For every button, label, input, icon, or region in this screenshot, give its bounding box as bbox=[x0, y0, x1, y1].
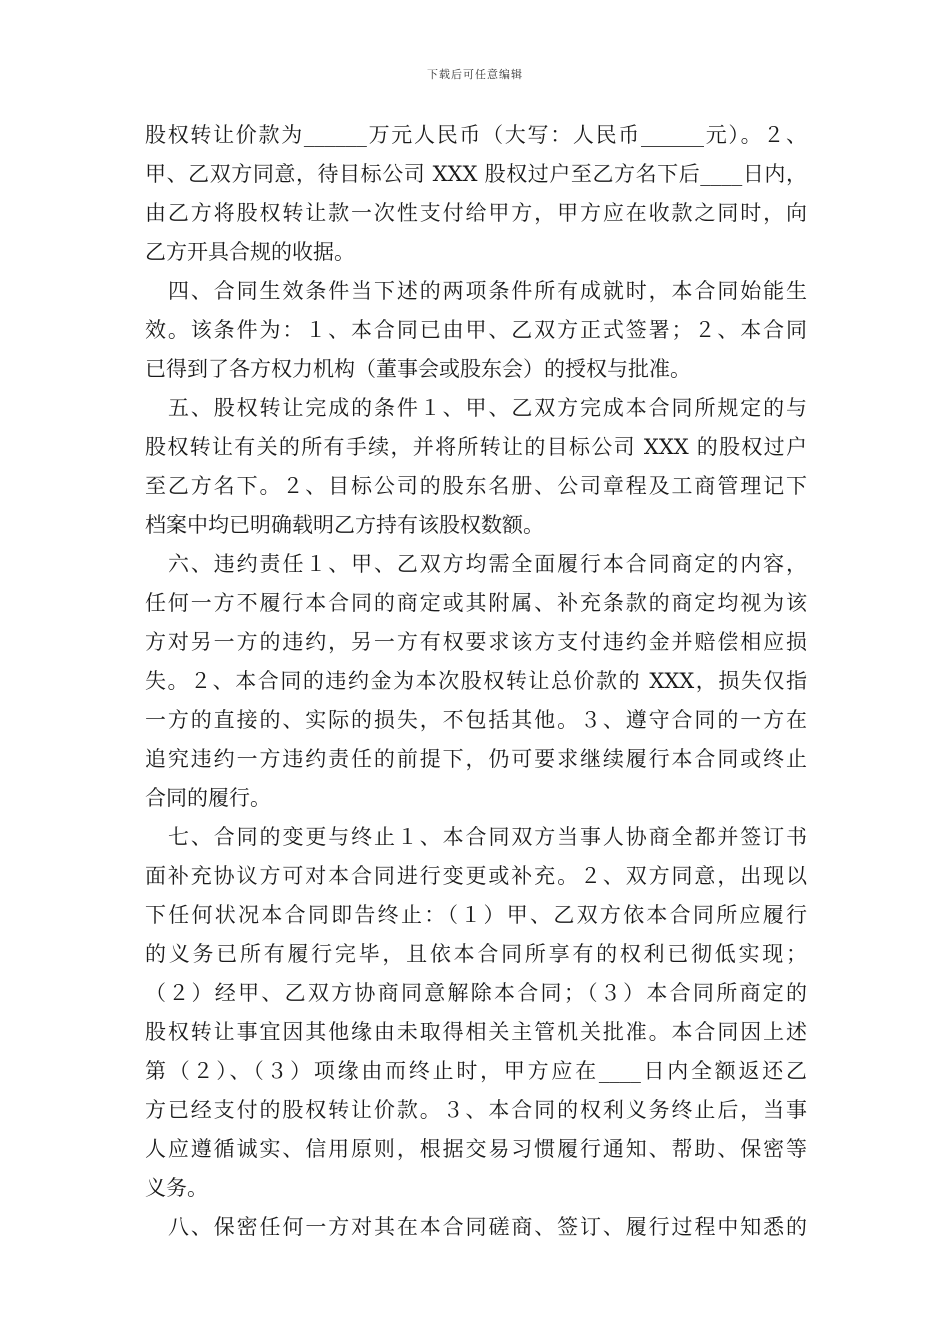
document-text-line: 的义务已所有履行完毕，且依本合同所享有的权利已彻低实现； bbox=[145, 942, 807, 966]
document-text-line: 面补充协议方可对本合同进行变更或补充。２、双方同意，出现以 bbox=[145, 864, 807, 888]
document-text-line: 效。该条件为：１、本合同已由甲、乙双方正式签署；２、本合同 bbox=[145, 318, 807, 342]
document-text-line: 追究违约一方违约责任的前提下，仍可要求继续履行本合同或终止 bbox=[145, 747, 807, 771]
document-text-line: 任何一方不履行本合同的商定或其附属、补充条款的商定均视为该 bbox=[145, 591, 807, 615]
document-text-line: 合同的履行。 bbox=[145, 786, 271, 810]
document-text-line: 已得到了各方权力机构（董事会或股东会）的授权与批准。 bbox=[145, 357, 691, 381]
page-header-note: 下载后可任意编辑 bbox=[427, 68, 523, 81]
document-text-line: 档案中均已明确载明乙方持有该股权数额。 bbox=[145, 513, 544, 537]
document-text-line: 五、股权转让完成的条件１、甲、乙双方完成本合同所规定的与 bbox=[168, 396, 807, 420]
document-text-line: 股权转让有关的所有手续，并将所转让的目标公司 XXX 的股权过户 bbox=[145, 435, 807, 459]
document-text-line: 七、合同的变更与终止１、本合同双方当事人协商全都并签订书 bbox=[168, 825, 807, 849]
document-text-line: 失。２、本合同的违约金为本次股权转让总价款的 XXX，损失仅指 bbox=[145, 669, 807, 693]
document-text-line: 一方的直接的、实际的损失，不包括其他。３、遵守合同的一方在 bbox=[145, 708, 807, 732]
document-text-line: 甲、乙双方同意，待目标公司 XXX 股权过户至乙方名下后____日内， bbox=[145, 162, 807, 186]
document-body bbox=[145, 116, 807, 1247]
document-text-line: 人应遵循诚实、信用原则，根据交易习惯履行通知、帮助、保密等 bbox=[145, 1137, 807, 1161]
document-text-line: 下任何状况本合同即告终止：（１）甲、乙双方依本合同所应履行 bbox=[145, 903, 807, 927]
document-text-line: 方对另一方的违约，另一方有权要求该方支付违约金并赔偿相应损 bbox=[145, 630, 807, 654]
document-text-line: 股权转让事宜因其他缘由未取得相关主管机关批准。本合同因上述 bbox=[145, 1020, 807, 1044]
document-text-line: 股权转让价款为______万元人民币（大写：人民币______元）。２、 bbox=[145, 123, 807, 147]
document-text-line: 六、违约责任１、甲、乙双方均需全面履行本合同商定的内容， bbox=[168, 552, 807, 576]
document-text-line: 方已经支付的股权转让价款。３、本合同的权利义务终止后，当事 bbox=[145, 1098, 807, 1122]
document-text-line: 至乙方名下。２、目标公司的股东名册、公司章程及工商管理记下 bbox=[145, 474, 807, 498]
document-text-line: 由乙方将股权转让款一次性支付给甲方，甲方应在收款之同时，向 bbox=[145, 201, 807, 225]
document-text-line: 八、保密任何一方对其在本合同磋商、签订、履行过程中知悉的 bbox=[168, 1215, 807, 1239]
document-text-line: 义务。 bbox=[145, 1176, 208, 1200]
document-text-line: 四、合同生效条件当下述的两项条件所有成就时，本合同始能生 bbox=[168, 279, 807, 303]
document-text-line: 第（２）、（３）项缘由而终止时，甲方应在____日内全额返还乙 bbox=[145, 1059, 807, 1083]
document-text-line: 乙方开具合规的收据。 bbox=[145, 240, 355, 264]
document-text-line: （２）经甲、乙双方协商同意解除本合同；（３）本合同所商定的 bbox=[145, 981, 807, 1005]
